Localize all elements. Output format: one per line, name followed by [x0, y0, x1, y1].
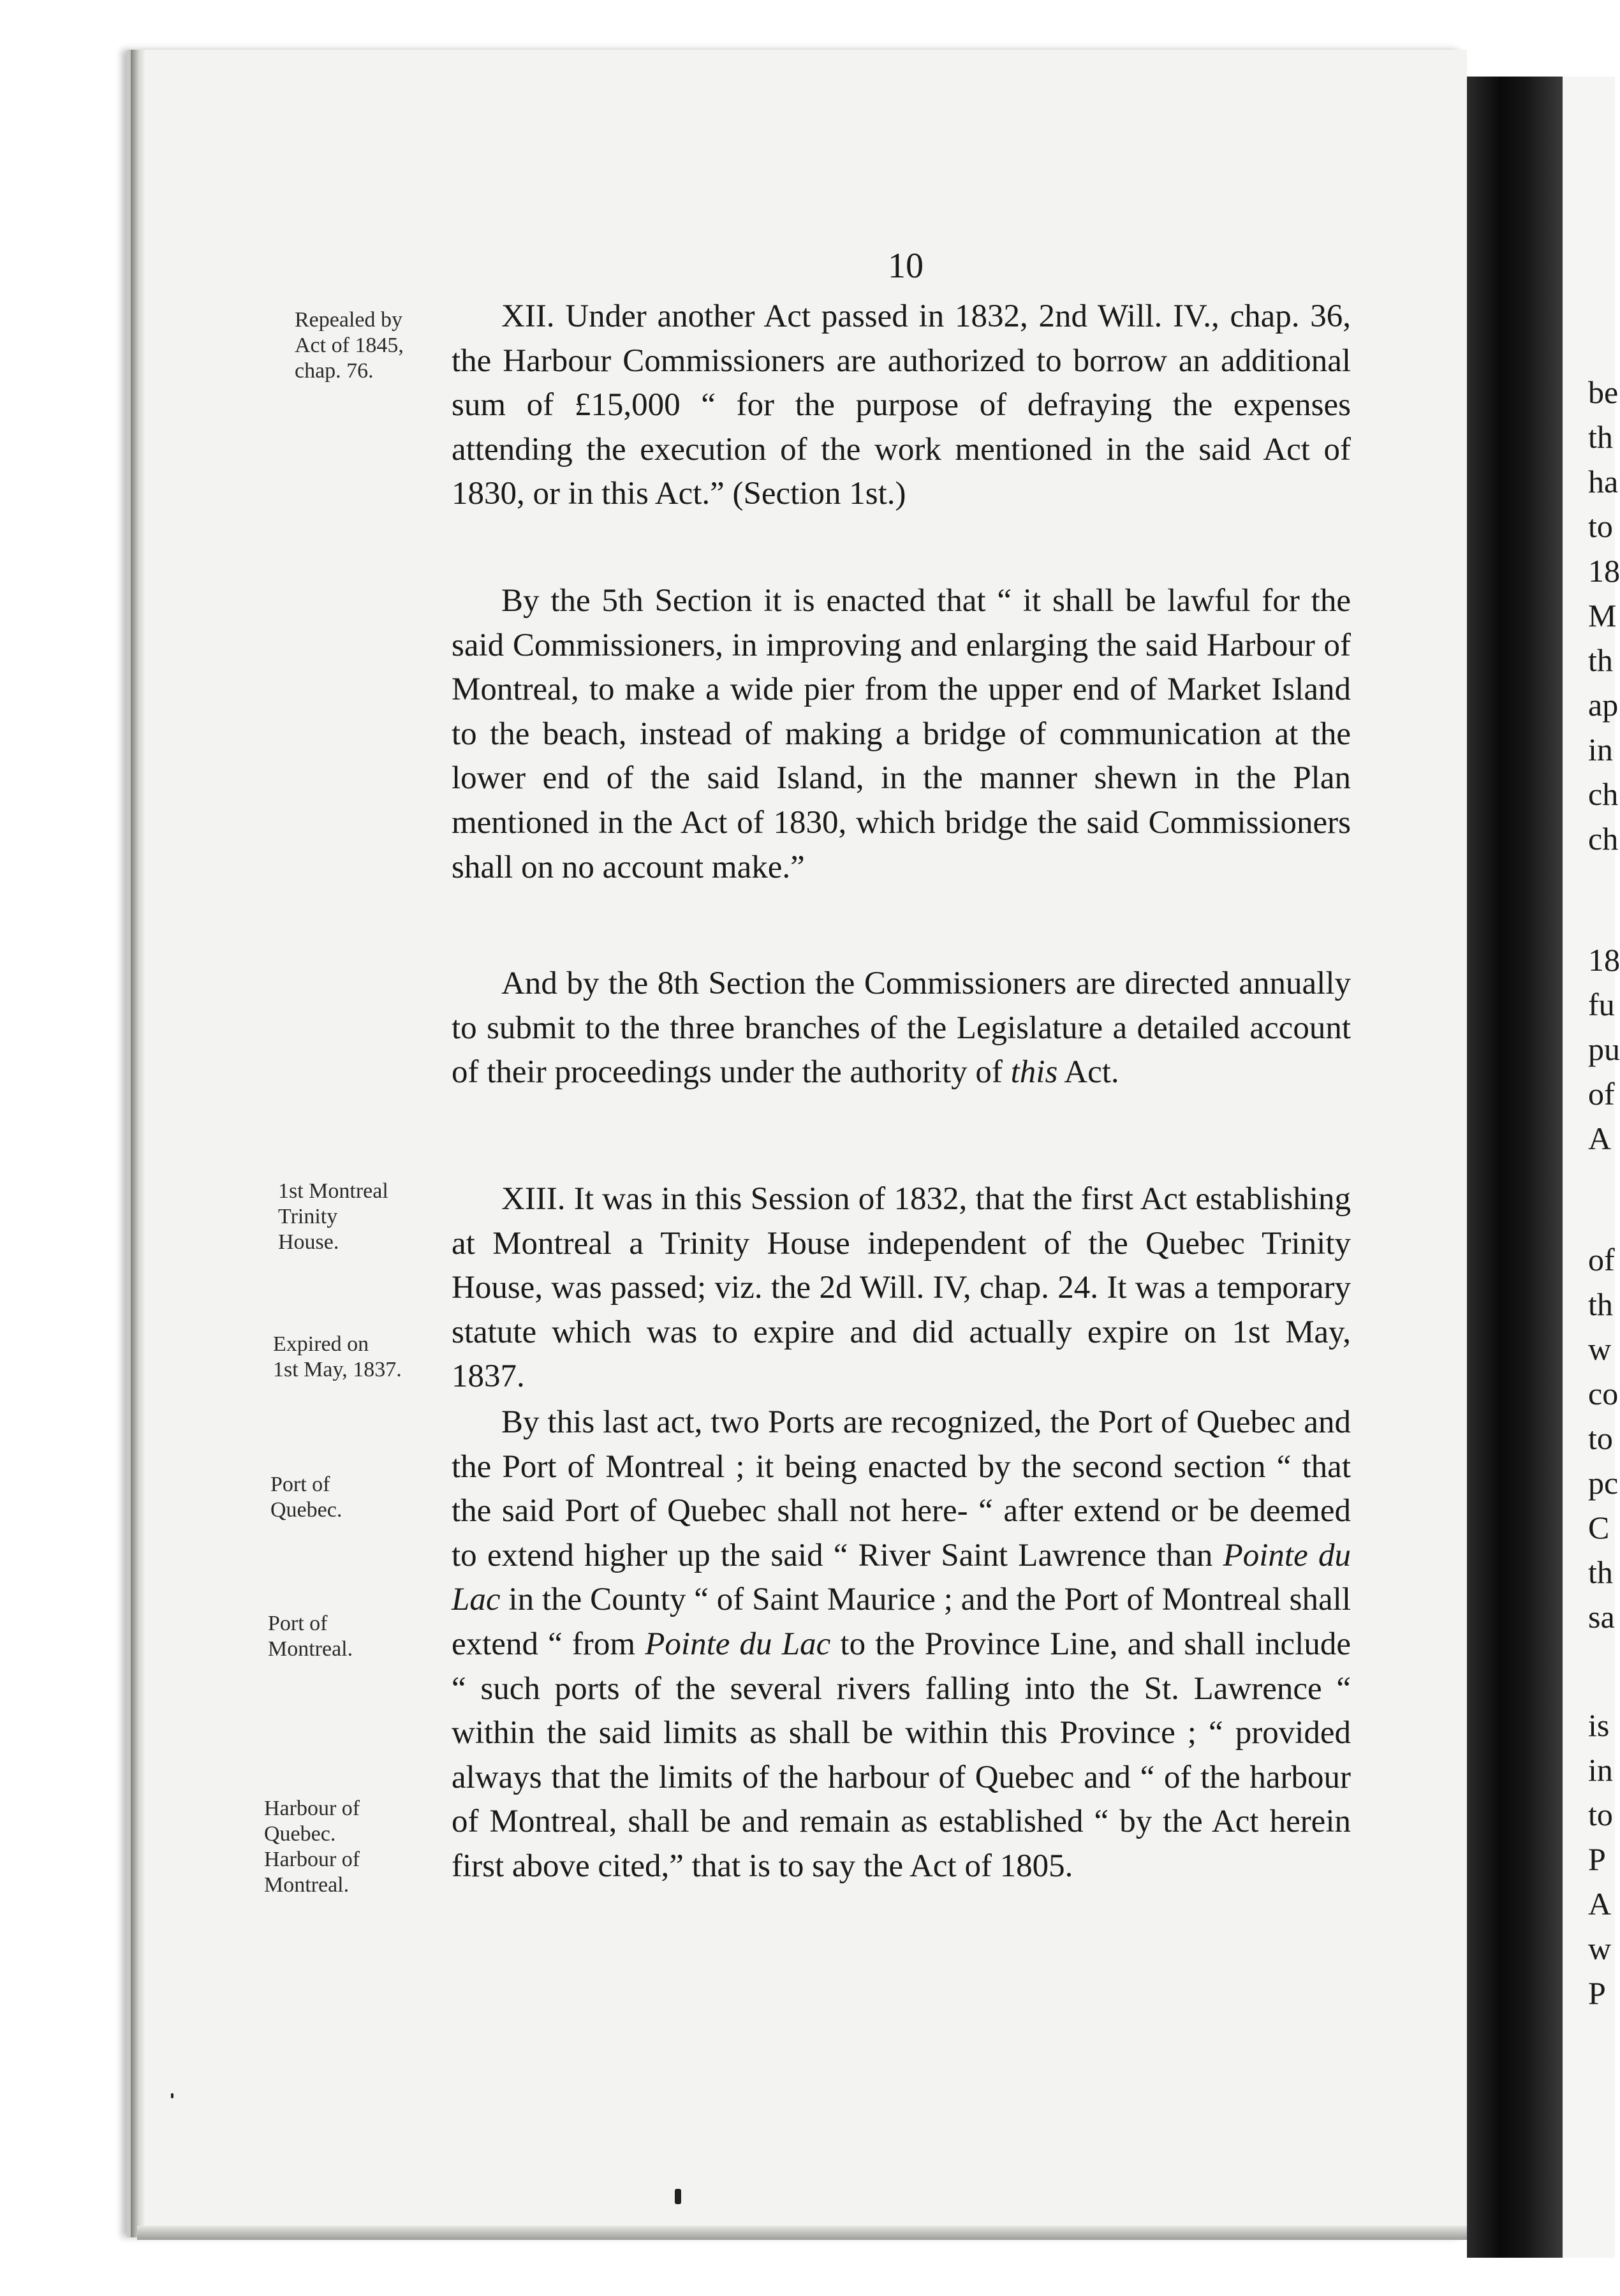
marginal-note-line: Port of: [270, 1473, 330, 1496]
facing-fragment: fu: [1588, 987, 1615, 1022]
paragraph-text: And by the 8th Section the Commissioners are directed annually to submit to the three branches of the Legislature a detailed account of their proceedings under the authority of: [452, 966, 1351, 1091]
facing-page: [1563, 77, 1620, 2258]
paragraph-text: in the County “ of Saint Maurice ; and the Port of Montreal shall extend “ from: [452, 1582, 1351, 1662]
facing-fragment: ha: [1588, 464, 1619, 499]
marginal-note-line: Quebec.: [270, 1498, 342, 1522]
facing-fragment: P: [1588, 1841, 1606, 1877]
facing-fragment: of: [1588, 1242, 1615, 1277]
marginal-note-repealed: [295, 307, 404, 384]
facing-fragment: to: [1588, 1420, 1613, 1456]
facing-fragment: 18: [1588, 553, 1620, 589]
page-number: 10: [888, 246, 924, 286]
facing-fragment: pu: [1588, 1031, 1620, 1067]
marginal-note-trinity-house: [278, 1179, 388, 1255]
paragraph-section-8th: [452, 962, 1351, 1095]
facing-fragment: th: [1588, 1286, 1613, 1322]
place-name: Pointe du Lac: [645, 1626, 831, 1662]
facing-fragment: co: [1588, 1376, 1619, 1411]
marginal-note-line: chap. 76.: [295, 359, 374, 383]
scan-speck: [171, 2093, 173, 2098]
page-bottom-edge: [137, 2226, 1470, 2240]
paragraph-section-5th: By the 5th Section it is enacted that “ it shall be lawful for the said Commissioners, in improving and enlarging the said Harbour of Montreal, to make a wide pier from the upper end of Market Island to the beach, instead of making a bridge of communication at the lower end of the said Island, in the manner shewn in the Plan mentioned in the Act of 1830, which bridge the said Commissioners shall on no account make.”: [452, 583, 1351, 885]
marginal-note-line: Act of 1845,: [295, 334, 404, 357]
marginal-note-line: Quebec.: [264, 1822, 336, 1846]
paragraph-section-xii: XII. Under another Act passed in 1832, 2nd Will. IV., chap. 36, the Harbour Commissioners are authorized to borrow an additional sum of £15,000 “ for the purpose of defraying the expenses attending the execution of the work mentioned in the said Act of 1830, or in this Act.” (Section 1st.): [452, 298, 1351, 512]
facing-fragment: A: [1588, 1886, 1612, 1922]
facing-fragment: pc: [1588, 1465, 1619, 1501]
marginal-note-port-montreal: [268, 1611, 353, 1662]
facing-fragment: th: [1588, 1554, 1613, 1590]
paragraph-text: By this last act, two Ports are recognized, the Port of Quebec and the Port of Montreal ; it being enacted by the second section “ that the said Port of Quebec shall not here- “ after extend or be deemed to extend higher up the said “ River Saint Lawrence than: [452, 1404, 1351, 1573]
page-left-edge: [131, 50, 145, 2237]
emphasis-text: this: [1010, 1054, 1058, 1091]
book-gutter: [1467, 77, 1563, 2258]
marginal-note-line: Repealed by: [295, 308, 402, 332]
marginal-note-expired: [273, 1332, 402, 1383]
facing-fragment: A: [1588, 1121, 1612, 1156]
marginal-note-line: House.: [278, 1230, 339, 1254]
marginal-note-line: Port of: [268, 1612, 328, 1635]
facing-fragment: th: [1588, 419, 1613, 455]
paragraph-last-act: [452, 1401, 1351, 1889]
place-name: Pointe du Lac: [452, 1537, 1351, 1618]
facing-fragment: M: [1588, 598, 1617, 633]
marginal-note-port-quebec: [270, 1472, 342, 1523]
marginal-note-line: 1st May, 1837.: [273, 1358, 402, 1381]
marginal-note-line: Montreal.: [268, 1637, 353, 1661]
facing-fragment: 18: [1588, 942, 1620, 978]
facing-fragment: be: [1588, 374, 1619, 410]
facing-fragment: th: [1588, 642, 1613, 678]
paragraph-section-xiii: XIII. It was in this Session of 1832, that the first Act establishing at Montreal a Trinity House independent of the Quebec Trinity House, was passed; viz. the 2d Will. IV, chap. 24. It was a temporary statute which was to expire and did actually expire on 1st May, 1837.: [452, 1181, 1351, 1395]
facing-fragment: ch: [1588, 821, 1619, 857]
facing-fragment: ap: [1588, 687, 1619, 723]
marginal-note-line: Harbour of: [264, 1797, 360, 1820]
marginal-note-line: Expired on: [273, 1332, 369, 1356]
facing-fragment: w: [1588, 1931, 1612, 1966]
marginal-note-line: 1st Montreal: [278, 1179, 388, 1203]
paragraph-text: Act.: [1057, 1054, 1119, 1091]
facing-fragment: in: [1588, 732, 1613, 767]
facing-fragment: w: [1588, 1331, 1612, 1367]
facing-fragment: of: [1588, 1076, 1615, 1112]
facing-fragment: C: [1588, 1510, 1610, 1545]
scan-speck: [675, 2189, 681, 2204]
marginal-note-line: Trinity: [278, 1205, 338, 1228]
paragraph-text: to the Province Line, and shall include “ such ports of the several rivers falling into the St. Lawrence “ within the said limits as shall be within this Province ; “ provided always that the limits of the harbour of Quebec and “ of the harbour of Montreal, shall be and remain as established “ by the Act herein first above cited,” that is to say the Act of 1805.: [452, 1626, 1351, 1884]
facing-fragment: in: [1588, 1752, 1613, 1788]
marginal-note-line: Harbour of: [264, 1848, 360, 1871]
marginal-note-line: Montreal.: [264, 1873, 350, 1897]
facing-fragment: ch: [1588, 776, 1619, 812]
marginal-note-harbours: [264, 1796, 360, 1898]
facing-fragment: is: [1588, 1707, 1610, 1743]
facing-fragment: to: [1588, 508, 1613, 544]
facing-fragment: to: [1588, 1797, 1613, 1832]
facing-fragment: P: [1588, 1975, 1606, 2011]
facing-fragment: sa: [1588, 1599, 1615, 1635]
